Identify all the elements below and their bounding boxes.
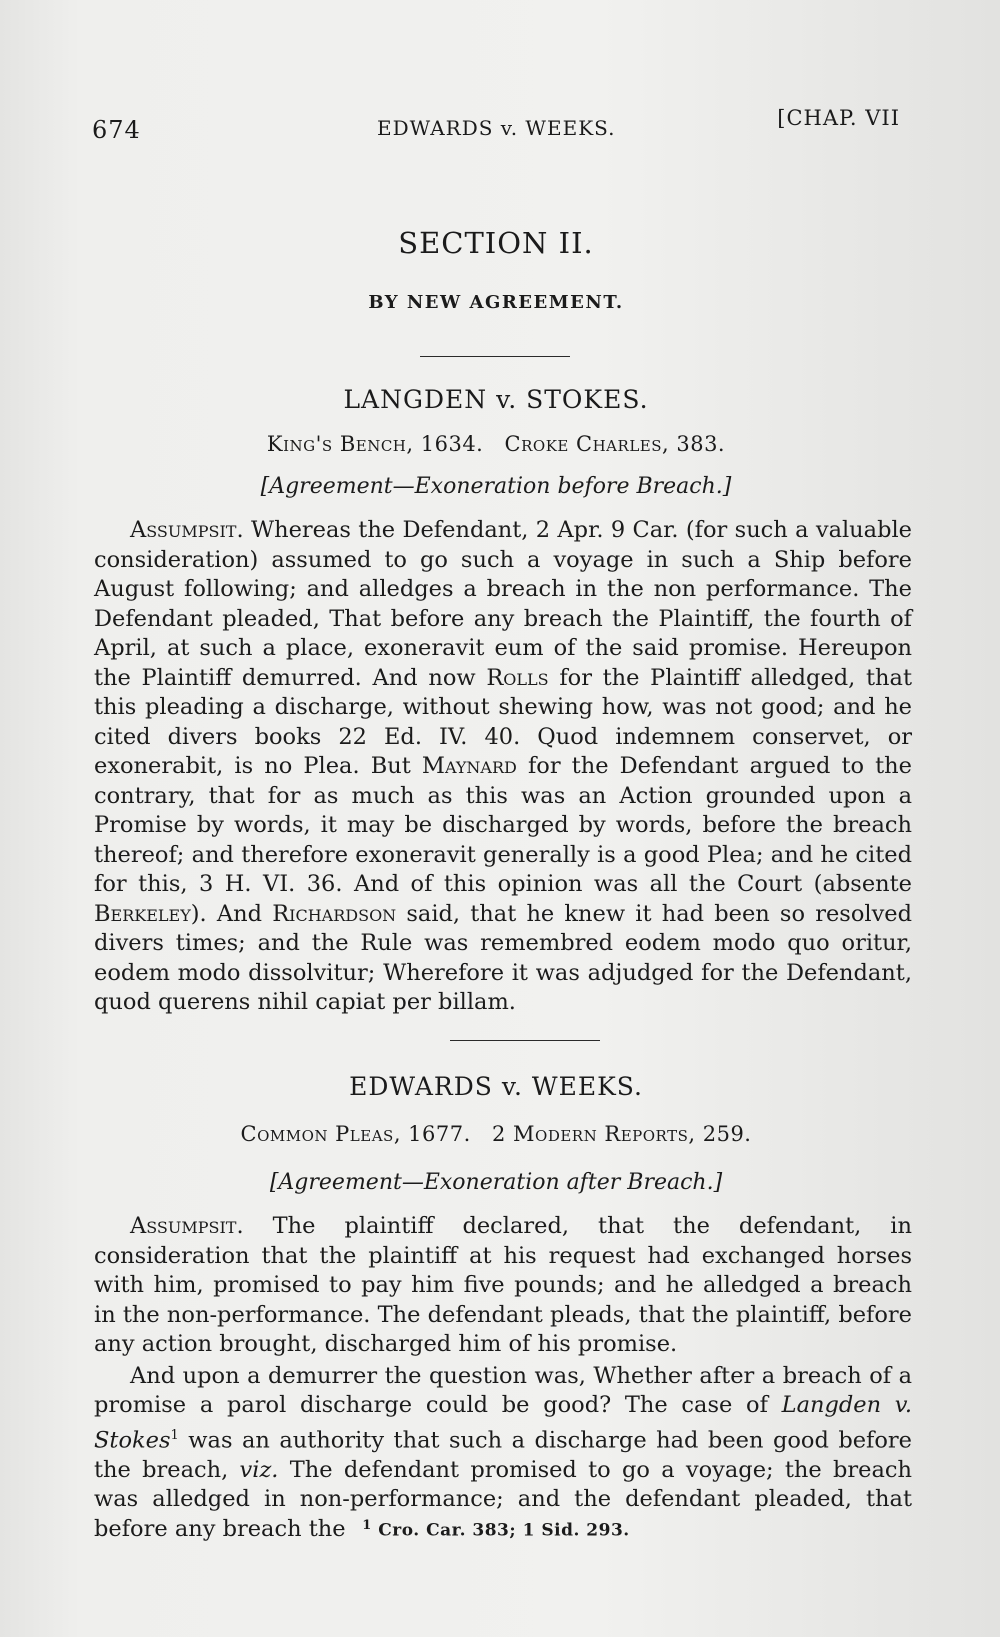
footnote-number: 1 [362,1518,372,1533]
section-subtitle: BY NEW AGREEMENT. [368,292,624,313]
divider [450,1040,600,1041]
paragraph [94,516,912,1018]
court-name: King's Bench, 1634. [266,432,484,456]
case-headnote-edwards: [Agreement—Exoneration after Breach.] [269,1170,723,1195]
text-run: for the Defendant argued to the contrary, that for as much as this was an Action grounded upon a Promise by words, it may be discharged by words, before the breach thereof; and therefore exoneravit generally is a good Plea; and he cited for this, 3 H. VI. 36. And of this opinion was all the Court (absente [94,753,912,897]
judge-name: Rolls [486,664,549,691]
running-title: EDWARDS v. WEEKS. [377,116,616,140]
case-citation-langden [92,432,900,456]
report-citation: Croke Charles, 383. [504,432,726,456]
case-headnote-langden: [Agreement—Exoneration before Breach.] [260,474,732,499]
text-run: The plaintiff declared, that the defendant, in consideration that the plaintiff at his request had exchanged horses with him, promised to pay him five pounds; and he alledged a breach in the non-performance. The defendant pleads, that the plaintiff, before any action brought, discharged him of his promise. [94,1213,912,1357]
case-body-edwards [94,1212,912,1544]
lead-word: Assumpsit. [130,1213,244,1239]
text-run: was an authority that such a discharge had been good before the breach, [94,1427,912,1483]
cited-case: Langden v. Stokes [94,1392,912,1453]
text-run: ). And [190,900,273,927]
text-run: viz. [239,1456,279,1483]
text-run: And upon a demurrer the question was, Whether after a breach of a promise a parol discharge could be good? The case of [94,1362,912,1418]
paragraph [94,1212,912,1360]
text-run: Whereas the Defendant, 2 Apr. 9 Car. (for such a valuable consideration) assumed to go such a voyage in such a Ship before August following; and alledges a breach in the non performance. The Defendant pleaded, That before any breach the Plaintiff, the fourth of April, at such a place, exoneravit eum of the said promise. Hereupon the Plaintiff demurred. And now [94,517,912,691]
text-run: said, that he knew it had been so resolved divers times; and the Rule was remembred eodem modo quo oritur, eodem modo dissolvitur; Wherefore it was adjudged for the Defendant, quod querens nihil capiat per billam. [94,900,912,1015]
case-title-langden: LANGDEN v. STOKES. [343,385,649,414]
case-citation-edwards [92,1122,900,1146]
text-run: for the Plaintiff alledged, that this pleading a discharge, without shewing how, was not good; and he cited divers books 22 Ed. IV. 40. Quod indemnem conservet, or exonerabit, is no Plea. But [94,664,913,779]
judge-name: Maynard [421,753,517,779]
page-number: 674 [92,116,141,144]
section-title: SECTION II. [398,226,594,260]
judge-name: Berkeley [94,900,191,927]
page-header [92,106,900,146]
footnote-text: Cro. Car. 383; 1 Sid. 293. [371,1520,630,1541]
case-title-edwards: EDWARDS v. WEEKS. [349,1072,643,1101]
report-citation: 2 Modern Reports, 259. [492,1122,752,1146]
paragraph [94,1362,912,1545]
lead-word: Assumpsit. [130,517,244,543]
court-name: Common Pleas, 1677. [240,1122,471,1146]
case-body-langden [94,516,912,1018]
divider [420,356,570,357]
footnote [92,1518,900,1541]
judge-name: Richardson [272,900,397,927]
footnote-marker: 1 [170,1427,179,1443]
text-run: The defendant promised to go a voyage; the breach was alledged in non-performance; and the defendant pleaded, that before any breach the [94,1456,912,1542]
chapter-label: [CHAP. VII [777,106,900,130]
